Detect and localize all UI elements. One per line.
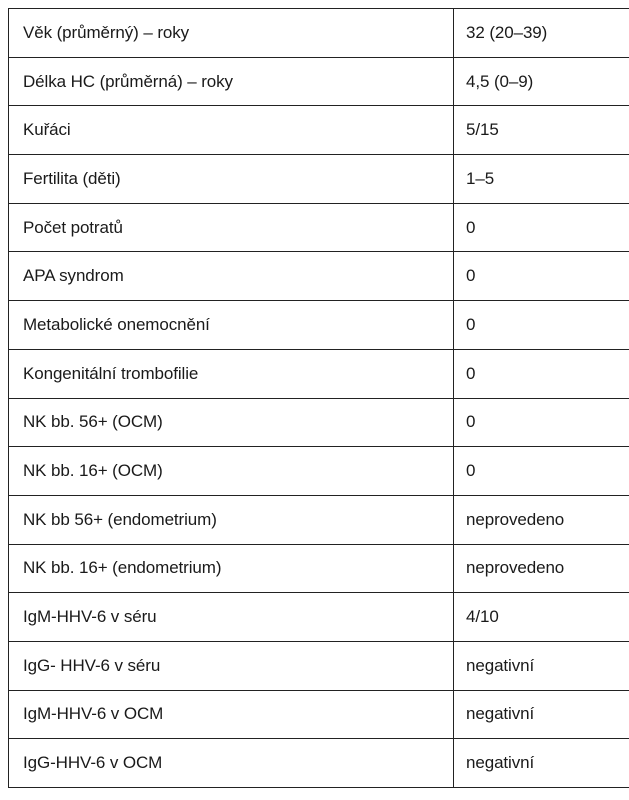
table-row <box>9 398 629 447</box>
row-label-cell: Počet potratů <box>9 203 454 252</box>
table-row <box>9 9 629 58</box>
row-value-cell: 32 (20–39) <box>454 9 629 58</box>
row-value-cell: 0 <box>454 349 629 398</box>
row-label-cell: IgG-HHV-6 v OCM <box>9 739 454 788</box>
row-label-cell: Délka HC (průměrná) – roky <box>9 57 454 106</box>
data-table-container <box>8 8 621 788</box>
row-value-cell: negativní <box>454 641 629 690</box>
row-value-cell: 5/15 <box>454 106 629 155</box>
row-label-cell: NK bb. 16+ (OCM) <box>9 447 454 496</box>
row-label-cell: Metabolické onemocnění <box>9 301 454 350</box>
table-row <box>9 252 629 301</box>
row-value-cell: neprovedeno <box>454 495 629 544</box>
row-label-cell: IgM-HHV-6 v séru <box>9 593 454 642</box>
row-label-cell: IgM-HHV-6 v OCM <box>9 690 454 739</box>
row-value-cell: 0 <box>454 252 629 301</box>
row-label-cell: NK bb. 16+ (endometrium) <box>9 544 454 593</box>
row-label-cell: IgG- HHV-6 v séru <box>9 641 454 690</box>
row-value-cell: 0 <box>454 203 629 252</box>
table-row <box>9 203 629 252</box>
table-row <box>9 690 629 739</box>
row-value-cell: negativní <box>454 739 629 788</box>
table-row <box>9 155 629 204</box>
table-row <box>9 106 629 155</box>
row-value-cell: neprovedeno <box>454 544 629 593</box>
table-row <box>9 301 629 350</box>
row-label-cell: NK bb 56+ (endometrium) <box>9 495 454 544</box>
row-value-cell: 4/10 <box>454 593 629 642</box>
table-row <box>9 495 629 544</box>
table-body <box>9 9 629 788</box>
row-value-cell: 0 <box>454 301 629 350</box>
table-row <box>9 57 629 106</box>
table-row <box>9 349 629 398</box>
row-label-cell: NK bb. 56+ (OCM) <box>9 398 454 447</box>
table-row <box>9 739 629 788</box>
row-label-cell: Věk (průměrný) – roky <box>9 9 454 58</box>
row-value-cell: negativní <box>454 690 629 739</box>
row-value-cell: 0 <box>454 398 629 447</box>
row-label-cell: Kongenitální trombofilie <box>9 349 454 398</box>
row-label-cell: Kuřáci <box>9 106 454 155</box>
row-value-cell: 4,5 (0–9) <box>454 57 629 106</box>
row-value-cell: 0 <box>454 447 629 496</box>
row-value-cell: 1–5 <box>454 155 629 204</box>
row-label-cell: APA syndrom <box>9 252 454 301</box>
table-row <box>9 447 629 496</box>
patient-characteristics-table <box>8 8 629 788</box>
table-row <box>9 544 629 593</box>
table-row <box>9 641 629 690</box>
row-label-cell: Fertilita (děti) <box>9 155 454 204</box>
table-row <box>9 593 629 642</box>
